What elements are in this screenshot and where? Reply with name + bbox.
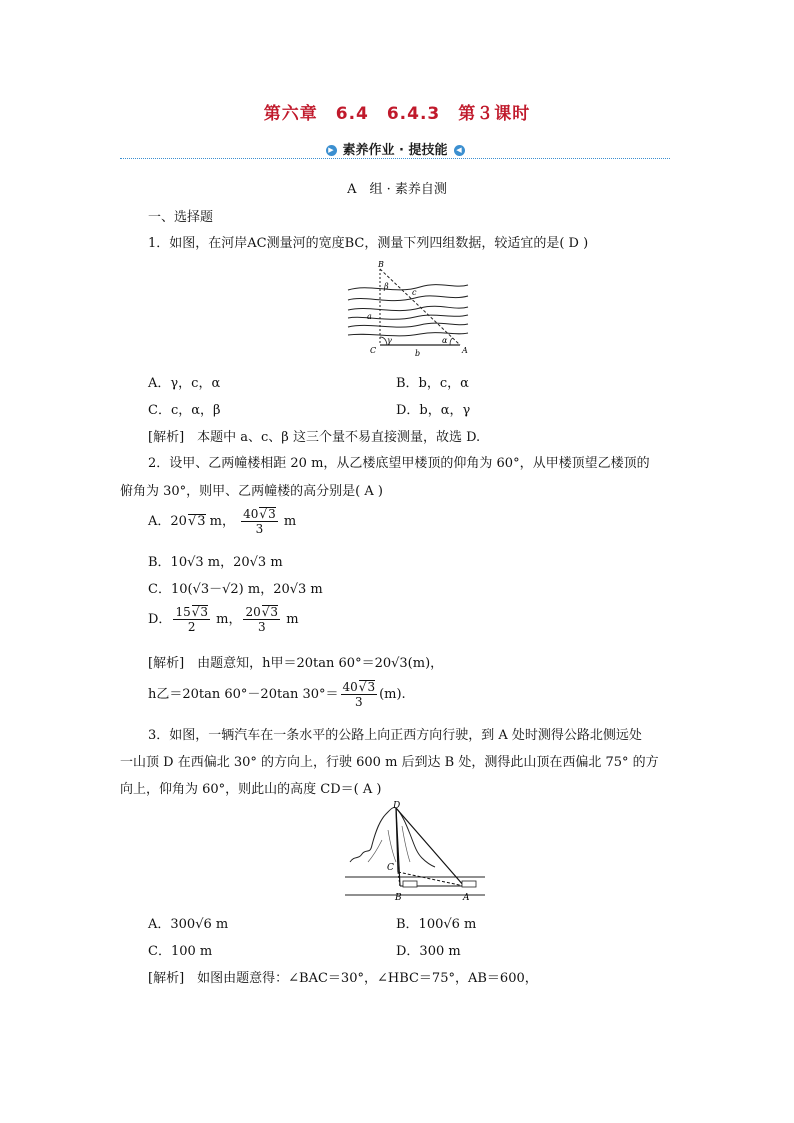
q2-option-a: A．20√ 3 m， $\frac{40√ 3}{3}$ m: [148, 507, 296, 536]
label-a: a: [367, 312, 372, 321]
q2-option-b: B．10√3 m，20√3 m: [148, 555, 283, 570]
q2-stem-line1: 2．设甲、乙两幢楼相距 20 m，从乙楼底望甲楼顶的仰角为 60°，从甲楼顶望乙楼顶的: [148, 456, 650, 471]
label-alpha: α: [442, 336, 448, 345]
q1-stem: 1．如图，在河岸AC测量河的宽度BC，测量下列四组数据，较适宜的是( D ): [148, 236, 589, 251]
q3-option-d: D．300 m: [396, 944, 461, 959]
section-heading: 一、选择题: [148, 210, 214, 225]
label-b: b: [415, 349, 421, 358]
label-C: C: [387, 863, 394, 873]
q3-stem-line1: 3．如图，一辆汽车在一条水平的公路上向正西方向行驶，到 A 处时测得公路北侧远处: [148, 728, 642, 743]
q2-analysis-line1: [解析] 由题意知，h甲＝20tan 60°＝20√3(m)，: [148, 656, 444, 671]
q3-option-b: B．100√6 m: [396, 917, 477, 932]
label-A: A: [462, 346, 468, 355]
play-right-icon: ▶: [326, 145, 337, 156]
label-beta: β: [384, 282, 389, 291]
q1-option-a: A．γ，c，α: [148, 376, 221, 391]
label-B: B: [378, 260, 384, 269]
q3-mountain-figure: [340, 800, 490, 910]
q3-stem-line3: 向上，仰角为 60°，则此山的高度 CD＝( A ): [120, 782, 382, 797]
q3-stem-line2: 一山顶 D 在西偏北 30° 的方向上，行驶 600 m 后到达 B 处，测得此山顶在西偏北 75° 的方: [120, 755, 659, 770]
play-left-icon: ◀: [454, 145, 465, 156]
group-heading: A 组 · 素养自测: [347, 182, 447, 197]
q1-option-c: C．c，α，β: [148, 403, 221, 418]
page-title: 第六章 6.4 6.4.3 第３课时: [263, 104, 531, 124]
label-gamma: γ: [387, 336, 392, 345]
fraction: $\frac{40√ 3}{3}$: [241, 507, 278, 536]
label-B: B: [395, 893, 402, 903]
q1-analysis: [解析] 本题中 a、c、β 这三个量不易直接测量，故选 D.: [148, 430, 481, 445]
banner-label: 素养作业 · 提技能: [342, 143, 448, 158]
label-c: c: [412, 288, 417, 297]
banner-divider: [120, 158, 670, 159]
q3-analysis: [解析] 如图由题意得：∠BAC＝30°，∠HBC＝75°，AB＝600，: [148, 971, 538, 986]
q2-option-d: D． $\frac{15√ 3}{2}$ m， $\frac{20√ 3}{3}$ m: [148, 605, 299, 634]
q3-option-a: A．300√6 m: [148, 917, 229, 932]
q1-option-d: D．b，α，γ: [396, 403, 471, 418]
label-A: A: [463, 893, 470, 903]
label-C: C: [370, 346, 377, 355]
q2-option-c: C．10(√3－√2) m，20√3 m: [148, 582, 323, 597]
q2-analysis-line2: h乙＝20tan 60°－20tan 30°＝ $\frac{40√ 3}{3}$ (m).: [148, 680, 406, 709]
q3-option-c: C．100 m: [148, 944, 213, 959]
q1-option-b: B．b，c，α: [396, 376, 469, 391]
section-banner: [120, 138, 670, 160]
q1-river-figure: [340, 255, 475, 360]
q2-stem-line2: 俯角为 30°，则甲、乙两幢楼的高分别是( A ): [120, 484, 383, 499]
label-D: D: [393, 801, 401, 811]
